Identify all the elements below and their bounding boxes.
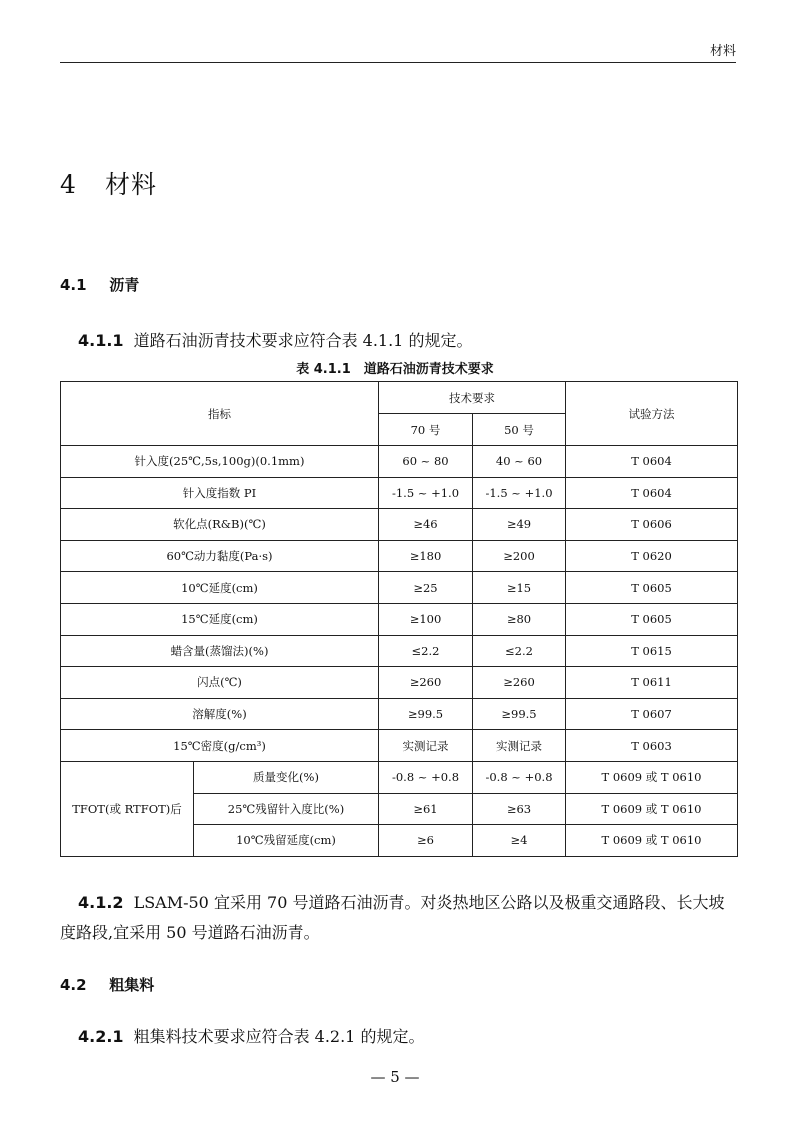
method-cell: T 0609 或 T 0610: [566, 825, 738, 857]
grade-70-cell: ≥46: [379, 509, 473, 541]
grade-70-cell: ≥100: [379, 603, 473, 635]
running-header-title: 材料: [709, 44, 736, 59]
indicator-cell: 60℃动力黏度(Pa·s): [61, 540, 379, 572]
section-title: 粗集料: [109, 976, 155, 994]
clause-text: LSAM-50 宜采用 70 号道路石油沥青。对炎热地区公路以及极重交通路段、长大坡度路段,宜采用 50 号道路石油沥青。: [60, 893, 725, 942]
grade-50-cell: ≥99.5: [473, 698, 566, 730]
grade-70-cell: -1.5 ~ +1.0: [379, 477, 473, 509]
table-caption: 表 4.1.1 道路石油沥青技术要求: [296, 362, 494, 377]
grade-50-cell: ≥63: [473, 793, 566, 825]
method-cell: T 0603: [566, 730, 738, 762]
clause-number: 4.2.1: [78, 1027, 124, 1046]
table-row: [61, 540, 738, 572]
method-cell: T 0607: [566, 698, 738, 730]
chapter-title: 材料: [104, 170, 157, 199]
grade-70-cell: ≥25: [379, 572, 473, 604]
indicator-cell: 10℃残留延度(cm): [194, 825, 379, 857]
page-number: — 5 —: [370, 1068, 420, 1086]
grade-70-cell: ≥180: [379, 540, 473, 572]
grade-70-cell: ≥260: [379, 667, 473, 699]
section-heading-4-2: [60, 974, 154, 995]
clause-text: 粗集料技术要求应符合表 4.2.1 的规定。: [133, 1027, 425, 1046]
method-cell: T 0606: [566, 509, 738, 541]
grade-50-cell: ≥4: [473, 825, 566, 857]
grade-50-cell: ≥49: [473, 509, 566, 541]
grade-70-cell: ≥61: [379, 793, 473, 825]
table-row: [61, 603, 738, 635]
clause-text: 道路石油沥青技术要求应符合表 4.1.1 的规定。: [133, 331, 473, 350]
grade-50-cell: 40 ~ 60: [473, 446, 566, 478]
table-header-row: [61, 382, 738, 414]
indicator-cell: 10℃延度(cm): [61, 572, 379, 604]
grade-70-cell: ≥99.5: [379, 698, 473, 730]
table-row: [61, 667, 738, 699]
section-number: 4.2: [60, 976, 87, 994]
indicator-cell: 质量变化(%): [194, 761, 379, 793]
header-grade-70: 70 号: [379, 414, 473, 446]
grade-70-cell: ≤2.2: [379, 635, 473, 667]
header-requirement: 技术要求: [379, 382, 566, 414]
indicator-cell: 蜡含量(蒸馏法)(%): [61, 635, 379, 667]
indicator-cell: 针入度指数 PI: [61, 477, 379, 509]
grade-50-cell: -0.8 ~ +0.8: [473, 761, 566, 793]
indicator-cell: 溶解度(%): [61, 698, 379, 730]
indicator-cell: 软化点(R&B)(℃): [61, 509, 379, 541]
section-number: 4.1: [60, 276, 87, 294]
table-row: [61, 446, 738, 478]
method-cell: T 0611: [566, 667, 738, 699]
grade-50-cell: 实测记录: [473, 730, 566, 762]
method-cell: T 0609 或 T 0610: [566, 761, 738, 793]
indicator-cell: 闪点(℃): [61, 667, 379, 699]
table-row-tfot: [61, 761, 738, 793]
section-title: 沥青: [109, 276, 140, 294]
grade-50-cell: ≥80: [473, 603, 566, 635]
grade-70-cell: 60 ~ 80: [379, 446, 473, 478]
clause-4-1-2: [60, 888, 738, 948]
table-row: [61, 572, 738, 604]
table-row: [61, 730, 738, 762]
grade-50-cell: ≥15: [473, 572, 566, 604]
method-cell: T 0605: [566, 572, 738, 604]
table-row: [61, 698, 738, 730]
clause-number: 4.1.1: [78, 331, 124, 350]
method-cell: T 0620: [566, 540, 738, 572]
clause-4-2-1: [60, 1022, 738, 1052]
section-heading-4-1: [60, 274, 139, 295]
chapter-heading: [60, 165, 157, 201]
grade-50-cell: ≥200: [473, 540, 566, 572]
clause-4-1-1: [60, 326, 738, 356]
table-row: [61, 635, 738, 667]
grade-70-cell: 实测记录: [379, 730, 473, 762]
grade-50-cell: ≥260: [473, 667, 566, 699]
grade-50-cell: ≤2.2: [473, 635, 566, 667]
asphalt-spec-table: [60, 381, 738, 857]
grade-70-cell: -0.8 ~ +0.8: [379, 761, 473, 793]
indicator-cell: 25℃残留针入度比(%): [194, 793, 379, 825]
indicator-cell: 15℃延度(cm): [61, 603, 379, 635]
running-header: [60, 38, 736, 63]
chapter-number: 4: [60, 170, 77, 199]
header-method: 试验方法: [566, 382, 738, 446]
table-row: [61, 477, 738, 509]
table-row: [61, 509, 738, 541]
tfot-group-label: TFOT(或 RTFOT)后: [61, 761, 194, 856]
indicator-cell: 15℃密度(g/cm³): [61, 730, 379, 762]
method-cell: T 0609 或 T 0610: [566, 793, 738, 825]
method-cell: T 0615: [566, 635, 738, 667]
indicator-cell: 针入度(25℃,5s,100g)(0.1mm): [61, 446, 379, 478]
header-grade-50: 50 号: [473, 414, 566, 446]
clause-number: 4.1.2: [78, 893, 124, 912]
header-indicator: 指标: [61, 382, 379, 446]
method-cell: T 0605: [566, 603, 738, 635]
grade-50-cell: -1.5 ~ +1.0: [473, 477, 566, 509]
method-cell: T 0604: [566, 477, 738, 509]
grade-70-cell: ≥6: [379, 825, 473, 857]
method-cell: T 0604: [566, 446, 738, 478]
